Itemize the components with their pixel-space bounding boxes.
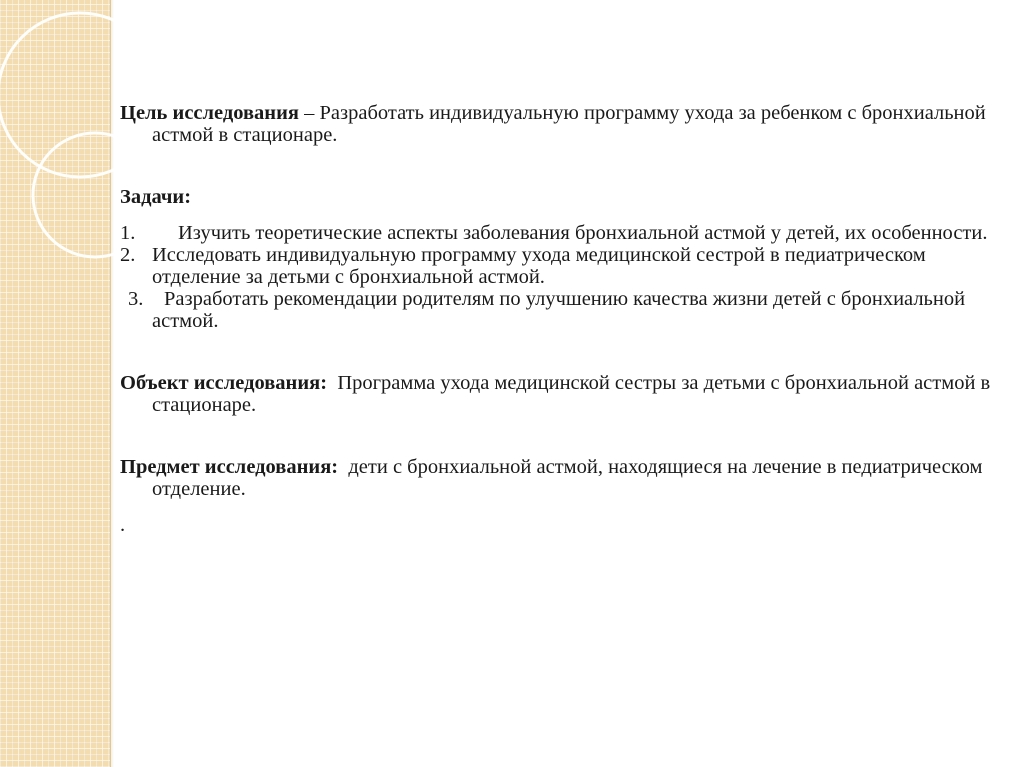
research-subject-label: Предмет исследования: <box>120 456 339 478</box>
task-item <box>120 244 1015 288</box>
research-goal <box>120 102 1015 146</box>
research-object <box>120 372 1015 416</box>
research-object-label: Объект исследования: <box>120 372 328 394</box>
slide-content <box>120 102 1015 536</box>
tasks-heading <box>120 186 1015 208</box>
research-subject-text: дети с бронхиальной астмой, находящиеся на лечение в педиатрическом отделение. <box>152 456 988 500</box>
task-text: Изучить теоретические аспекты заболевания бронхиальной астмой у детей, их особенности. <box>178 222 988 244</box>
trailing-dot: . <box>120 514 126 536</box>
task-item <box>120 288 1015 332</box>
task-number: 1. <box>120 222 136 244</box>
task-number: 3. <box>128 288 144 310</box>
tasks-label: Задачи: <box>120 186 192 208</box>
decorative-side-band <box>0 0 111 767</box>
task-number: 2. <box>120 244 136 266</box>
task-text: Разработать рекомендации родителям по улучшению качества жизни детей с бронхиальной астмой. <box>152 288 966 332</box>
research-subject <box>120 456 1015 500</box>
task-text: Исследовать индивидуальную программу ухода медицинской сестрой в педиатрическом отделение за детьми с бронхиальной астмой. <box>152 244 926 288</box>
research-object-text: Программа ухода медицинской сестры за детьми с бронхиальной астмой в стационаре. <box>152 372 996 416</box>
research-goal-label: Цель исследования <box>120 102 299 124</box>
task-item <box>120 222 1015 244</box>
research-goal-text: – Разработать индивидуальную программу ухода за ребенком с бронхиальной астмой в стационаре. <box>152 102 986 146</box>
